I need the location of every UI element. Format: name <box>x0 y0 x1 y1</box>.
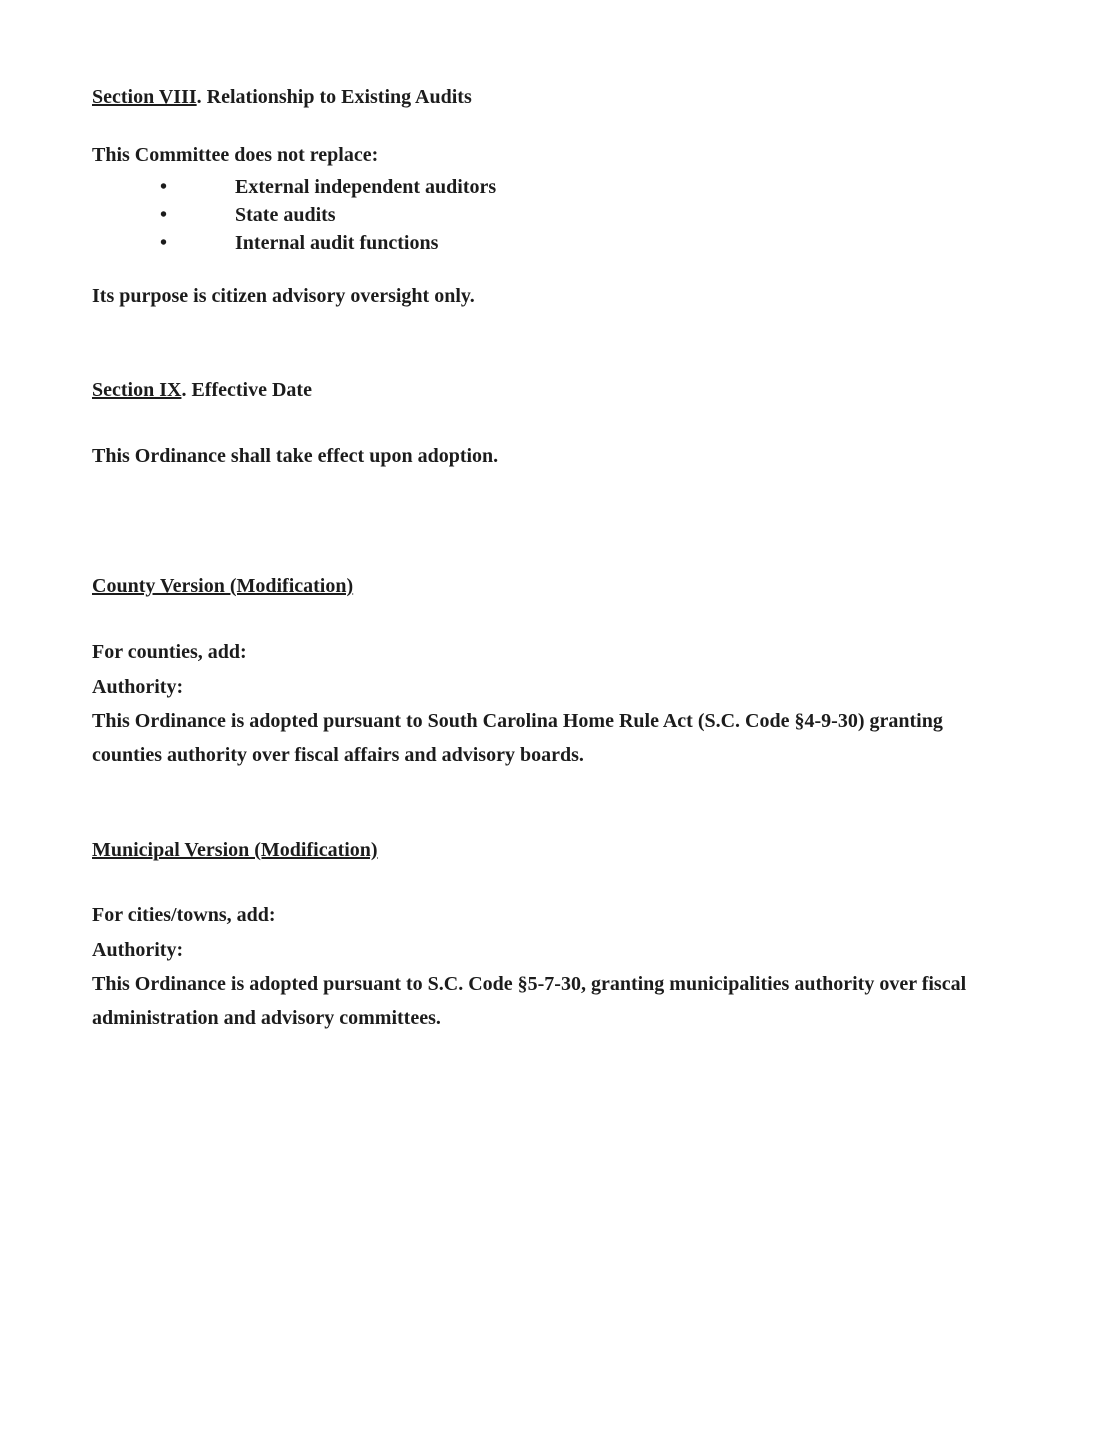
list-item <box>92 229 1007 257</box>
bullet-icon: • <box>160 232 168 254</box>
list-item <box>92 201 1007 229</box>
section-ix-heading <box>92 373 1007 408</box>
municipal-authority-paragraph <box>92 933 1007 1035</box>
county-version-intro: For counties, add: <box>92 641 247 663</box>
section-viii-heading <box>92 80 1007 115</box>
municipal-version-heading-text: Municipal Version (Modification) <box>92 839 378 861</box>
county-authority-paragraph <box>92 670 1007 772</box>
list-item-text: State audits <box>235 204 336 226</box>
section-viii-heading-title: . Relationship to Existing Audits <box>196 86 472 108</box>
section-viii-intro: This Committee does not replace: <box>92 144 379 166</box>
audit-types-bullet-list <box>92 173 1007 257</box>
municipal-authority-body: This Ordinance is adopted pursuant to S.C. Code §5-7-30, granting municipalities authority over fiscal administration and advisory committees. <box>92 973 967 1029</box>
section-ix-heading-title: . Effective Date <box>181 379 312 401</box>
county-authority-label: Authority: <box>92 676 184 698</box>
section-ix-heading-number: Section IX <box>92 379 182 401</box>
county-authority-body: This Ordinance is adopted pursuant to South Carolina Home Rule Act (S.C. Code §4-9-30) granting counties authority over fiscal affairs and advisory boards. <box>92 710 943 766</box>
municipal-version-intro: For cities/towns, add: <box>92 904 276 926</box>
bullet-icon: • <box>160 204 168 226</box>
list-item-text: Internal audit functions <box>235 232 439 254</box>
list-item <box>92 173 1007 201</box>
county-version-heading-text: County Version (Modification) <box>92 575 354 597</box>
municipal-version-heading <box>92 833 1007 868</box>
list-item-text: External independent auditors <box>235 176 497 198</box>
bullet-icon: • <box>160 176 168 198</box>
section-viii-purpose: Its purpose is citizen advisory oversight only. <box>92 285 475 307</box>
municipal-authority-label: Authority: <box>92 939 184 961</box>
section-viii-heading-number: Section VIII <box>92 86 197 108</box>
section-ix-body: This Ordinance shall take effect upon adoption. <box>92 445 499 467</box>
county-version-heading <box>92 569 1007 604</box>
